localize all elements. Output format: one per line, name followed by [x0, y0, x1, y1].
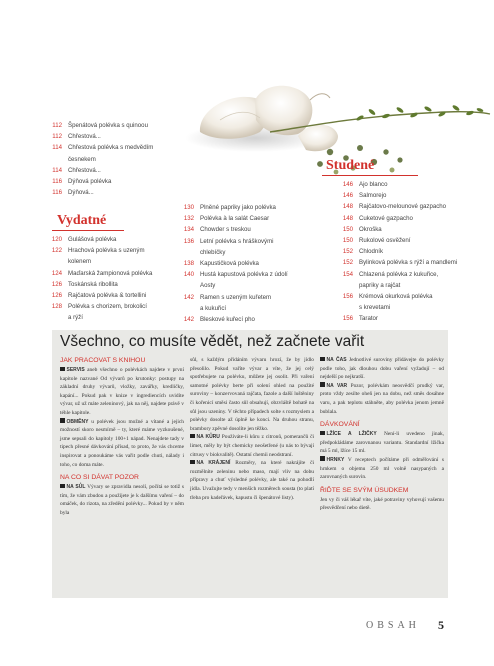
index-entry	[331, 213, 491, 224]
panel-title: Všechno, co musíte vědět, než začnete vařit	[60, 333, 365, 350]
index-entry-title: Letní polévka s hráškovými	[200, 237, 274, 245]
index-entry	[172, 213, 332, 224]
index-entry-title: Ajo blanco	[359, 181, 388, 188]
index-page-number: 120	[51, 236, 62, 243]
index-entry	[331, 291, 491, 302]
index-page-number: 146	[342, 192, 353, 200]
index-page-number: 112	[52, 122, 62, 129]
index-page-number: 140	[183, 271, 194, 279]
index-page-number	[172, 247, 200, 258]
paragraph-text: Rozměry, na které nakrájíte či rozmělníte zeleninu nebo maso, mají vliv na dobu přípravy a chuť výsledné polévky, ale také na pohodlí jídla. Uvažujte tedy v menších rozměrech sousta (to platí třeba pro kadeřávek, kapustu či špenátové listy).	[190, 460, 315, 501]
index-entry	[172, 314, 332, 325]
index-entry-title: Chowder s treskou	[200, 226, 251, 234]
paragraph-text: u polévek jsou možné a vítané a jejich možností skoro nesmírně – ty, které máme vyzkoušené, jsme sepsali do kapitoly 100+1 nápad. Nenajdete tady v tipech přesné dávkování přísad, to proto, že vás chceme inspirovat a ponoukáme vás vařit podle chuti, nálady i toho, co doma máte.	[60, 418, 184, 468]
index-entry-title: Aosty	[200, 282, 216, 290]
index-page-number: 114	[52, 144, 62, 152]
index-entry	[40, 279, 190, 290]
bullet-square-icon	[190, 460, 195, 465]
bullet-square-icon	[60, 484, 65, 489]
keyword: NA ČAS	[326, 357, 347, 363]
index-entry-title: Hustá kapustová polévka z údolí	[200, 271, 288, 279]
index-entry-title: Salmorejo	[359, 192, 387, 200]
index-entry	[40, 256, 190, 267]
index-page-number	[331, 302, 359, 313]
paragraph-text: Není-li uvedeno jinak, předpokládáme zarovnanou variantu. Standardní lžička má 5 ml, lžíce 15 ml.	[320, 431, 445, 455]
index-page-number: 142	[183, 293, 194, 301]
paragraph-text: aneb všechno o polévkách najdete v první kapitole nazvané Od vývarů po krutonky: postupy na základní druhy vývarů, vložky, zavářky, kredličky, kapání... Pokud pak v knize v ingrediencích uvidíte vývar, už už máte zeleninový, jak na něj, najdete právě v téhle kapitole.	[60, 367, 184, 416]
index-entry-title: Chlazená polévka z kukuřice,	[359, 270, 439, 278]
index-page-number: 156	[342, 315, 353, 323]
bullet-square-icon	[190, 434, 195, 439]
index-page-number: 148	[342, 214, 353, 222]
index-entry	[172, 303, 332, 314]
index-entry	[331, 269, 491, 280]
index-entry-title: Hrachová polévka s uzeným	[68, 247, 145, 255]
index-entry-title: Polévka à la salát Caesar	[200, 215, 270, 223]
index-entry	[331, 302, 491, 313]
index-entry	[40, 176, 170, 187]
footer-section-label: OBSAH	[366, 620, 420, 631]
panel-column-3	[320, 356, 444, 513]
panel-column-2	[190, 356, 314, 502]
index-page-number	[40, 256, 68, 267]
keyword: NA VAR	[326, 382, 348, 389]
index-entry	[40, 154, 170, 165]
index-page-number: 126	[51, 280, 62, 288]
keyword: NA KRÁJENÍ	[196, 460, 231, 467]
index-page-number: 116	[52, 178, 62, 186]
subheading: ŘIĎTE SE SVÝM ÚSUDKEM	[320, 486, 409, 494]
index-entry	[40, 301, 190, 312]
paragraph	[320, 456, 444, 482]
index-entry-title: Ramen s uzeným kuřetem	[200, 293, 272, 301]
index-page-number: 130	[183, 204, 194, 211]
paragraph	[190, 459, 314, 502]
index-page-number: 156	[342, 293, 353, 301]
index-entry	[331, 179, 491, 190]
page-number: 5	[438, 618, 444, 632]
index-entry-title: Polévka s chorizem, brokolicí	[68, 303, 147, 311]
index-entry-title: a kukuřicí	[200, 304, 227, 312]
paragraph-text: sůl, s každým přidáním vývaru hrozí, že by jídlo přesolilo. Pokud vaříte vývar a víte, že jej celý spotřebujete na polévku, můžete jej osolit. Při vaření samotné polévky berte při solení ohled na použité suroviny – konzervovaná rajčata, fazole a další luštěniny či kořenicí směsi často sůl obsahují, obzvláště bohatě na sůl jsou uzeniny. V těchto případech solte s rozmyslem a polévky dosolte až úplně ke konci. Na druhou stranu, brambory zpěvné dosolíte jen těžko.	[190, 357, 314, 432]
index-entry-title: Tarator	[359, 315, 378, 323]
index-entry	[40, 268, 190, 279]
index-entry-title: Bleskové kuřecí pho	[200, 316, 255, 324]
heading-rule	[52, 230, 124, 231]
index-page-number: 124	[51, 269, 62, 277]
index-entry-title: Chřestová...	[68, 166, 101, 174]
info-panel	[52, 330, 448, 598]
index-page-number: 142	[183, 316, 194, 324]
index-entry-title: Gulášová polévka	[68, 236, 117, 243]
subheading: NA CO SI DÁVAT POZOR	[60, 474, 139, 482]
index-entry	[331, 257, 491, 268]
index-entry	[172, 247, 332, 258]
section-heading-studene: Studené	[326, 158, 375, 173]
index-page-number	[172, 303, 200, 314]
index-page-number: 150	[342, 237, 353, 245]
index-entry	[40, 234, 190, 245]
index-entry	[331, 201, 491, 212]
index-page-number: 126	[51, 292, 62, 300]
index-entry-title: a rýží	[68, 314, 83, 322]
index-entry-title: Maďarská žampionová polévka	[68, 269, 153, 277]
index-page-number: 132	[183, 215, 194, 223]
index-page-number: 148	[342, 203, 353, 211]
paragraph-text: Pozor, polévkám neosvědčí prudký var, proto vždy zesilte oheň jen na dobu, než směs dosáhne varu, a pak teplotu stáhněte, aby polévka jenom jemně bublala.	[320, 382, 444, 415]
index-list-vydatne-2	[172, 202, 332, 325]
index-page-number: 128	[51, 303, 62, 311]
index-entry-title: kolenem	[68, 258, 92, 266]
paragraph-text: V receptech počítáme při odměřování s hrnkem o objemu 250 ml volně nasypaných a zarovnaných surovin.	[320, 456, 444, 481]
index-page-number: 116	[52, 189, 62, 197]
index-entry	[40, 245, 190, 256]
index-entry-title: Dýňová...	[68, 189, 94, 197]
index-list-top-left	[40, 120, 170, 198]
index-entry	[331, 313, 491, 324]
index-entry-title: Chřestová polévka s medvědím	[68, 144, 154, 152]
index-page-number: 114	[52, 166, 62, 174]
index-page-number: 152	[342, 248, 353, 256]
index-page-number	[331, 280, 359, 291]
index-entry	[40, 131, 170, 142]
index-entry	[172, 269, 332, 280]
paragraph	[320, 382, 444, 416]
subheading: JAK PRACOVAT S KNIHOU	[60, 357, 146, 364]
index-page-number: 154	[342, 270, 353, 278]
index-entry-title: Rajčatovo-melounové gazpacho	[359, 203, 447, 211]
index-entry-title: Toskánská ribollita	[68, 280, 118, 288]
index-entry	[172, 292, 332, 303]
index-entry-title: papriky a rajčat	[359, 281, 401, 289]
paragraph	[60, 366, 184, 418]
paragraph-text: Vývary se zpravidla nesolí, počítá se totiž s tím, že vám zbudou a použijete je k dalšímu vaření – do omáček, do rizota, na zředění polévky... Pokud by v něm byla	[60, 484, 184, 516]
subheading: DÁVKOVÁNÍ	[320, 421, 360, 429]
index-entry-title: s krevetami	[359, 304, 391, 312]
index-entry	[172, 236, 332, 247]
bullet-square-icon	[60, 418, 65, 423]
paragraph-text: Jednotlivé suroviny přidávejte do polévky podle toho, jak dlouhou dobu vaření vyžadují – od nejdelší po nejkratší.	[320, 357, 444, 381]
keyword: HRNKY	[326, 456, 345, 463]
index-entry-title: česnekem	[68, 155, 96, 163]
index-entry-title: Rajčatová polévka & tortellini	[68, 292, 147, 300]
index-page-number: 134	[183, 226, 194, 234]
bullet-square-icon	[320, 456, 325, 461]
bullet-square-icon	[320, 357, 325, 362]
index-entry	[172, 258, 332, 269]
bullet-square-icon	[60, 367, 65, 372]
paragraph	[320, 356, 444, 382]
index-entry-title: Bylinková polévka s rýží a mandlemi	[359, 259, 458, 267]
index-entry-title: Chlodník	[359, 248, 384, 256]
paragraph	[320, 430, 444, 456]
index-page-number: 122	[51, 247, 62, 255]
index-entry	[331, 190, 491, 201]
index-entry	[40, 165, 170, 176]
panel-column-1	[60, 356, 184, 518]
paragraph-text: Jen vy či váš lékař víte, jaké potraviny vyhovují vašemu přesvědčení nebo dietě.	[320, 496, 444, 512]
index-entry-title: Špenátová polévka s quinoou	[68, 122, 148, 129]
keyword: OBMĚNY	[66, 418, 89, 425]
index-entry-title: Cuketové gazpacho	[359, 214, 413, 222]
index-entry	[331, 224, 491, 235]
index-page-number: 150	[342, 225, 353, 233]
index-entry-title: Kapustičková polévka	[200, 260, 259, 268]
index-entry	[40, 142, 170, 153]
index-entry	[40, 120, 170, 131]
bullet-square-icon	[320, 431, 325, 436]
index-entry-title: Krémová okurková polévka	[359, 293, 433, 301]
paragraph-text: Používáte-li kůru z citronů, pomerančů či limet, měly by být chemicky neošetřené (u nás to bývají citrusy v biokvalitě). Ostatní chemii neodstraní.	[190, 434, 314, 458]
index-entry	[40, 290, 190, 301]
index-entry-title: Dýňová polévka	[68, 178, 112, 186]
index-page-number	[40, 312, 68, 323]
index-entry	[331, 246, 491, 257]
keyword: LŽÍCE A LŽIČKY	[326, 431, 377, 438]
index-entry	[172, 224, 332, 235]
index-entry-title: Chřestová...	[68, 133, 101, 141]
index-list-vydatne-1	[40, 234, 190, 324]
index-entry	[331, 235, 491, 246]
index-entry	[172, 202, 332, 213]
index-entry	[331, 280, 491, 291]
paragraph	[60, 418, 184, 470]
index-page-number	[40, 154, 68, 165]
index-page-number: 112	[52, 133, 62, 141]
index-entry	[172, 280, 332, 291]
index-entry-title: chlebíčky	[200, 248, 226, 256]
index-page-number: 136	[183, 237, 194, 245]
index-entry	[40, 187, 170, 198]
heading-rule	[322, 175, 418, 176]
keyword: NA KŮRU	[196, 434, 220, 441]
index-page-number: 138	[183, 260, 194, 268]
paragraph	[60, 483, 184, 517]
keyword: SERVIS	[66, 367, 85, 373]
keyword: NA SŮL	[66, 484, 86, 491]
index-entry-title: Okroška	[359, 225, 382, 233]
index-page-number	[172, 280, 200, 291]
index-page-number: 146	[342, 181, 353, 188]
index-list-studene	[331, 179, 491, 325]
section-heading-vydatne: Vydatné	[57, 213, 107, 228]
index-entry-title: Rukolové osvěžení	[359, 237, 411, 245]
index-entry-title: Plněné papriky jako polévka	[200, 204, 276, 211]
index-entry	[40, 312, 190, 323]
paragraph	[190, 433, 314, 459]
bullet-square-icon	[320, 382, 325, 387]
index-page-number: 152	[342, 259, 353, 267]
